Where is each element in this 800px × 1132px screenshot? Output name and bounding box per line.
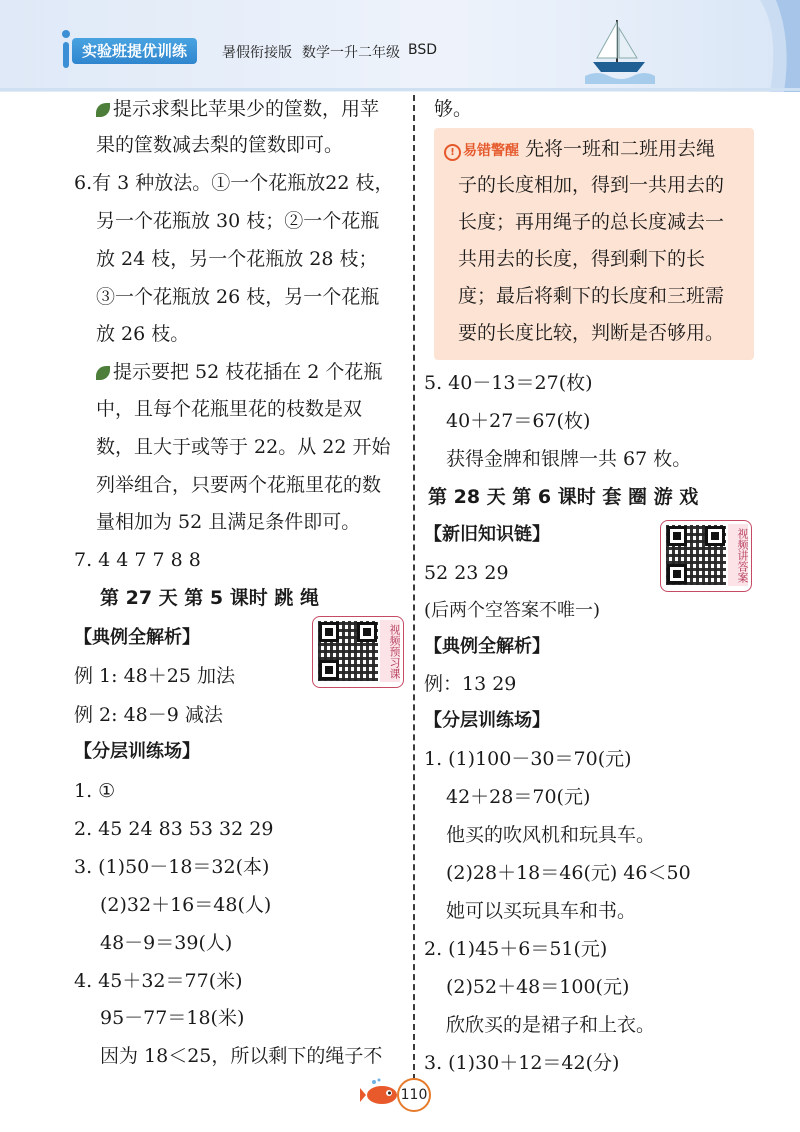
question-line: 3. (1)30＋12＝42(分) xyxy=(424,1052,620,1074)
text-line: 因为 18＜25，所以剩下的绳子不 xyxy=(100,1045,383,1067)
section-heading: 【典例全解析】 xyxy=(424,636,550,657)
series-title: 实验班提优训练 xyxy=(72,38,197,64)
question-line: 6.有 3 种放法。①一个花瓶放22 枝， xyxy=(74,172,394,194)
question-line: 2. (1)45＋6＝51(元) xyxy=(424,938,608,960)
text-line: (2)32＋16＝48(人) xyxy=(100,894,272,916)
qr-label: 视频讲答案 xyxy=(728,524,748,586)
text-line: ③一个花瓶放 26 枝，另一个花瓶 xyxy=(96,286,380,308)
warn-line: 度；最后将剩下的长度和三班需 xyxy=(458,285,725,307)
text-line: 果的筐数减去梨的筐数即可。 xyxy=(96,134,344,156)
text-line: 中，且每个花瓶里花的枝数是双 xyxy=(96,398,363,420)
question-line: 4. 45＋32＝77(米) xyxy=(74,970,243,992)
text-line: 95－77＝18(米) xyxy=(100,1007,245,1029)
text-line: 另一个花瓶放 30 枝；②一个花瓶 xyxy=(96,210,380,232)
warning-icon: ! xyxy=(444,144,461,161)
text-line: 40＋27＝67(枚) xyxy=(446,410,591,432)
section-heading: 【新旧知识链】 xyxy=(424,524,550,545)
corner-ribbon-icon xyxy=(740,0,800,92)
decorative-i-icon xyxy=(60,30,72,70)
page-number: 110 xyxy=(397,1078,431,1112)
text-line: 量相加为 52 且满足条件即可。 xyxy=(96,511,361,533)
section-heading: 【典例全解析】 xyxy=(74,627,200,648)
question-line: 5. 40－13＝27(枚) xyxy=(424,372,593,394)
fish-icon xyxy=(360,1078,402,1108)
question-line: 3. (1)50－18＝32(本) xyxy=(74,856,270,878)
text-line: 欣欣买的是裙子和上衣。 xyxy=(446,1014,656,1036)
text-line: 48－9＝39(人) xyxy=(100,932,233,954)
text-line: 获得金牌和银牌一共 67 枚。 xyxy=(446,448,692,470)
sailboat-icon xyxy=(585,14,655,84)
leaf-icon xyxy=(96,103,110,117)
warn-line: 子的长度相加，得到一共用去的 xyxy=(458,174,725,196)
warn-line: 共用去的长度，得到剩下的长 xyxy=(458,248,706,270)
warn-tag: ! 易错警醒 xyxy=(444,140,519,162)
question-line: 1. ① xyxy=(74,780,116,802)
text-line: 放 24 枝，另一个花瓶放 28 枝； xyxy=(96,248,378,270)
example-line: 例 2: 48－9 减法 xyxy=(74,704,223,726)
text-line: 放 26 枝。 xyxy=(96,323,190,345)
example-line: 例 1: 48＋25 加法 xyxy=(74,665,235,687)
video-qr-code[interactable] xyxy=(312,616,404,688)
text-line: (2)52＋48＝100(元) xyxy=(446,976,630,998)
section-heading: 【分层训练场】 xyxy=(74,741,200,762)
column-divider xyxy=(413,95,415,1080)
warn-line: 要的长度比较，判断是否够用。 xyxy=(458,322,725,344)
text-line: 数，且大于或等于 22。从 22 开始 xyxy=(96,436,391,458)
text-line: (后两个空答案不唯一) xyxy=(424,600,601,621)
text-line: 他买的吹风机和玩具车。 xyxy=(446,824,656,846)
lesson-heading: 第 28 天 第 6 课时 套 圈 游 戏 xyxy=(428,486,699,508)
qr-label: 视频预习课 xyxy=(380,620,400,682)
question-line: 7. 4 4 7 7 8 8 xyxy=(74,549,201,571)
page-header xyxy=(0,0,800,92)
leaf-icon xyxy=(96,366,110,380)
text-line: 够。 xyxy=(434,98,473,120)
warn-line: ! 易错警醒 先将一班和二班用去绳 xyxy=(444,138,715,162)
text-line: 她可以买玩具车和书。 xyxy=(446,900,637,922)
text-line: 列举组合，只要两个花瓶里花的数 xyxy=(96,474,382,496)
text-line: (2)28＋18＝46(元) 46＜50 xyxy=(446,862,691,884)
subject-label: 数学一升二年级 xyxy=(302,45,400,61)
warning-box xyxy=(434,128,754,360)
lesson-heading: 第 27 天 第 5 课时 跳 绳 xyxy=(100,587,319,609)
edition-label: 暑假衔接版 xyxy=(222,45,292,61)
hint-line: 提示要把 52 枝花插在 2 个花瓶 xyxy=(96,361,382,383)
publisher-label: BSD xyxy=(408,42,438,58)
text-line: 42＋28＝70(元) xyxy=(446,786,591,808)
text-line: 52 23 29 xyxy=(424,562,509,584)
hint-line: 提示求梨比苹果少的筐数，用苹 xyxy=(96,98,379,120)
question-line: 2. 45 24 83 53 32 29 xyxy=(74,818,274,840)
warn-line: 长度；再用绳子的总长度减去一 xyxy=(458,211,725,233)
question-line: 1. (1)100－30＝70(元) xyxy=(424,748,632,770)
video-qr-code[interactable] xyxy=(660,520,752,592)
example-line: 例：13 29 xyxy=(424,673,517,695)
section-heading: 【分层训练场】 xyxy=(424,710,550,731)
